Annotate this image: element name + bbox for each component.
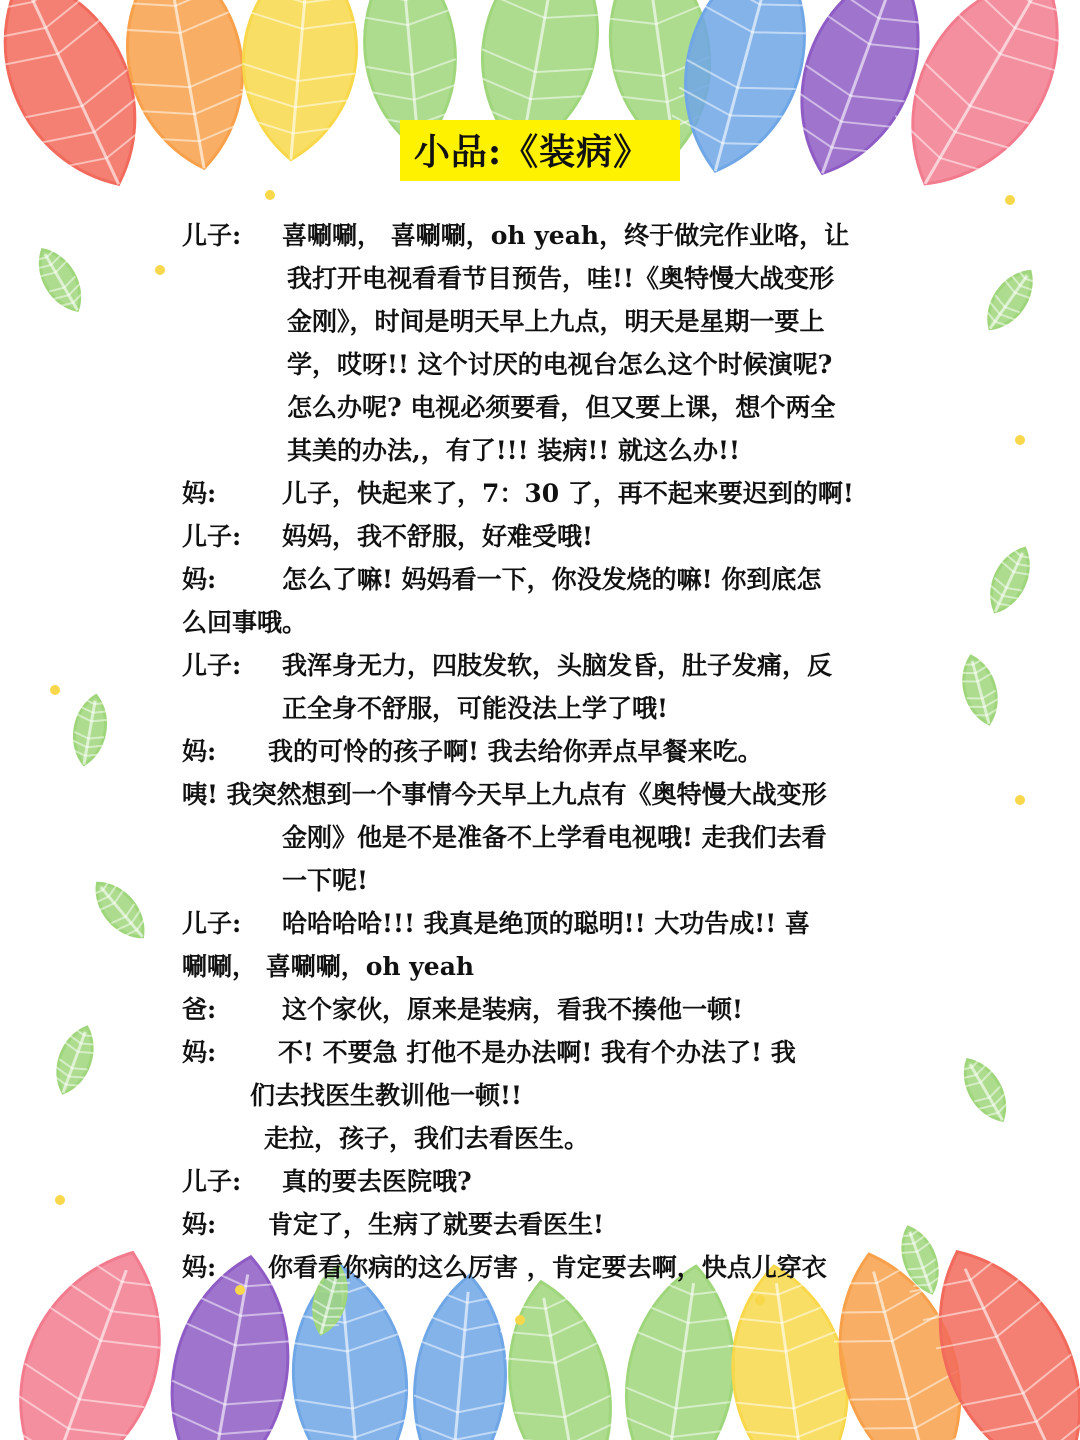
continuation-line: 学，哎呀!! 这个讨厌的电视台怎么这个时候演呢? [287,350,833,379]
dialogue-line [182,644,902,687]
dialogue-line [182,515,902,558]
dialogue-text: 我的可怜的孩子啊! 我去给你弄点早餐来吃。 [268,737,763,766]
continuation-line: 怎么办呢? 电视必须要看，但又要上课，想个两全 [287,393,836,422]
dialogue-text: 这个家伙，原来是装病，看我不揍他一顿! [282,995,743,1024]
dialogue-text: 肯定了，生病了就要去看医生! [268,1210,604,1239]
dot-decoration [1015,435,1025,445]
leaf-icon [69,693,111,767]
continuation-line: 咦! 我突然想到一个事情今天早上九点有《奥特慢大战变形 [182,780,827,809]
dot-decoration [1015,795,1025,805]
dialogue-line [182,988,902,1031]
dialogue-line [182,902,902,945]
dot-decoration [1005,195,1015,205]
dialogue-text: 哈哈哈哈!!! 我真是绝顶的聪明!! 大功告成!! 喜 [282,909,810,938]
leaf-icon [0,1231,193,1440]
leaf-icon [406,1271,515,1440]
leaf-icon [955,1052,1016,1128]
speaker-label: 妈: [182,1253,217,1282]
dialogue-line [182,1031,902,1074]
dialogue-text: 妈妈，我不舒服，好难受哦! [282,522,593,551]
speaker-label: 妈: [182,479,217,508]
dialogue-text: 真的要去医院哦? [282,1167,472,1196]
title-area [0,120,1080,181]
continuation-line: 么回事哦。 [182,608,308,637]
continuation-line: 们去找医生教训他一顿!! [250,1081,522,1110]
leaf-icon [956,652,1003,727]
dot-decoration [755,1295,765,1305]
leaf-icon [978,263,1043,338]
dialogue-text: 喜唰唰， 喜唰唰，oh yeah，终于做完作业咯，让 [282,221,850,250]
continuation-line: 金刚》，时间是明天早上九点，明天是星期一要上 [287,307,825,336]
continuation-line: 正全身不舒服，可能没法上学了哦! [282,694,668,723]
speaker-label: 儿子: [182,909,242,938]
dialogue-text: 儿子，快起来了，7：30 了，再不起来要迟到的啊! [282,479,854,508]
dot-decoration [55,1195,65,1205]
speaker-label: 妈: [182,1038,217,1067]
page-title: 小品:《装病》 [400,120,680,181]
continuation-line: 一下呢! [282,866,368,895]
dialogue-line [182,558,902,601]
leaf-icon [982,542,1039,618]
dot-decoration [155,265,165,275]
speaker-label: 妈: [182,565,217,594]
leaf-icon [30,242,91,318]
dot-decoration [265,190,275,200]
dialogue-line [182,472,902,515]
dialogue-line [182,1160,902,1203]
continuation-line: 走拉，孩子，我们去看医生。 [264,1124,590,1153]
dialogue-line [182,730,902,773]
continuation-line: 金刚》他是不是准备不上学看电视哦! 走我们去看 [282,823,827,852]
script-body [182,214,902,1289]
dialogue-line [182,214,902,257]
leaf-icon [86,874,154,947]
speaker-label: 妈: [182,737,217,766]
speaker-label: 爸: [182,995,217,1024]
speaker-label: 儿子: [182,522,242,551]
dialogue-line [182,1246,902,1289]
speaker-label: 儿子: [182,1167,242,1196]
continuation-line: 我打开电视看看节目预告，哇!!《奥特慢大战变形 [287,264,834,293]
speaker-label: 妈: [182,1210,217,1239]
dialogue-text: 不! 不要急 打他不是办法啊! 我有个办法了! 我 [278,1038,796,1067]
continuation-line: 唰唰， 喜唰唰，oh yeah [182,952,475,981]
continuation-line: 其美的办法,，有了!!! 装病!! 就这么办!! [287,436,740,465]
dialogue-text: 你看看你病的这么厉害 ，肯定要去啊，快点儿穿衣 [268,1253,827,1282]
leaf-icon [49,1022,101,1098]
dot-decoration [50,685,60,695]
speaker-label: 儿子: [182,221,242,250]
dialogue-text: 怎么了嘛! 妈妈看一下，你没发烧的嘛! 你到底怎 [282,565,822,594]
leaf-icon [493,1273,627,1440]
dot-decoration [515,1315,525,1325]
speaker-label: 儿子: [182,651,242,680]
dialogue-text: 我浑身无力，四肢发软，头脑发昏，肚子发痛，反 [282,651,833,680]
dialogue-line [182,1203,902,1246]
